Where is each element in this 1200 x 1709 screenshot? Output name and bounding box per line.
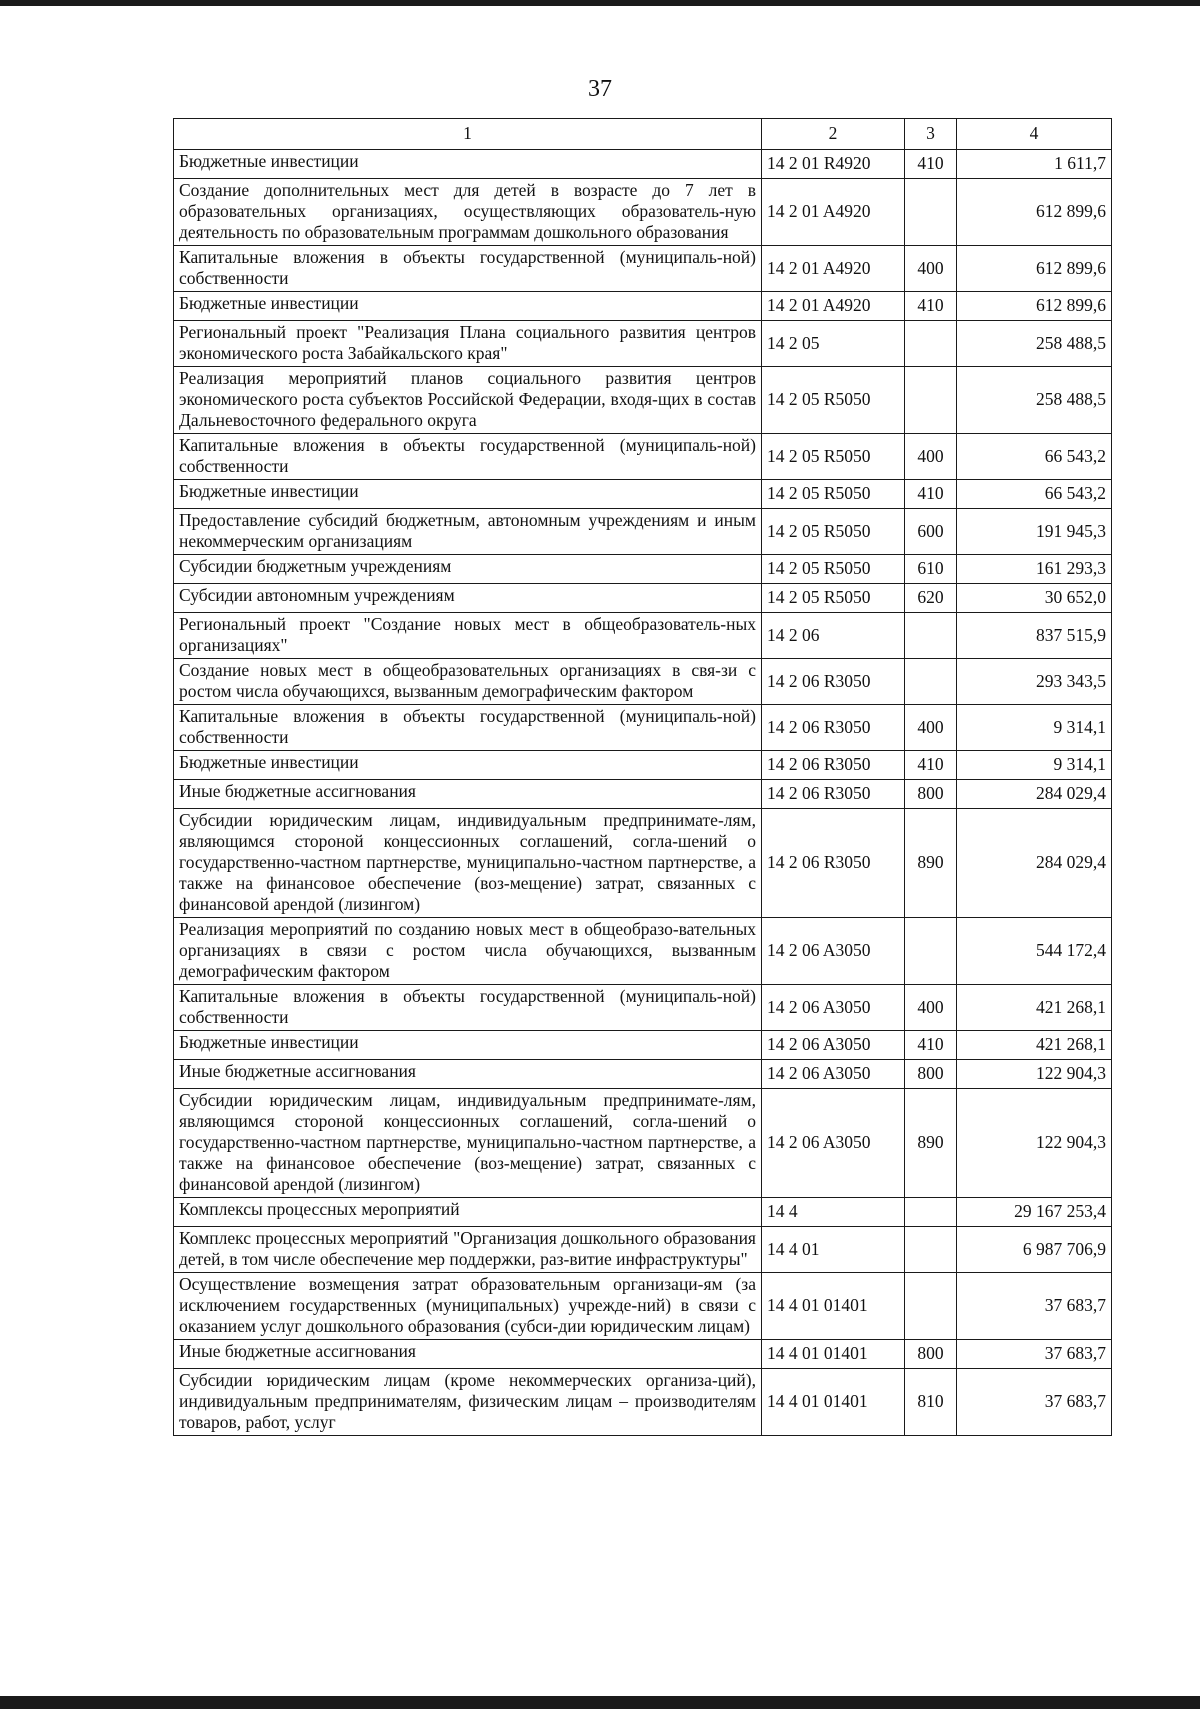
row-type: 400 (905, 246, 957, 292)
table-row (174, 434, 1112, 480)
table-row (174, 613, 1112, 659)
row-name: Реализация мероприятий по созданию новых мест в общеобразо-вательных организациях в связи с ростом числа обучающихся, вызванным демографическим фактором (174, 918, 762, 985)
page-number: 37 (588, 76, 612, 102)
header-col-1: 1 (174, 119, 762, 150)
row-code: 14 4 01 01401 (762, 1340, 905, 1369)
row-code: 14 2 06 R3050 (762, 809, 905, 918)
row-amount: 30 652,0 (957, 584, 1112, 613)
row-name: Иные бюджетные ассигнования (174, 1060, 762, 1089)
row-type: 410 (905, 292, 957, 321)
row-name: Бюджетные инвестиции (174, 751, 762, 780)
header-col-2: 2 (762, 119, 905, 150)
table-row (174, 179, 1112, 246)
table-row (174, 321, 1112, 367)
row-name: Субсидии бюджетным учреждениям (174, 555, 762, 584)
row-code: 14 4 (762, 1198, 905, 1227)
row-code: 14 2 05 R5050 (762, 434, 905, 480)
table-row (174, 1089, 1112, 1198)
row-amount: 9 314,1 (957, 751, 1112, 780)
row-name: Региональный проект "Реализация Плана социального развития центров экономического роста Забайкальского края" (174, 321, 762, 367)
table-row (174, 1369, 1112, 1436)
row-code: 14 2 06 A3050 (762, 918, 905, 985)
row-amount: 9 314,1 (957, 705, 1112, 751)
row-code: 14 2 01 A4920 (762, 246, 905, 292)
row-amount: 544 172,4 (957, 918, 1112, 985)
row-code: 14 2 01 R4920 (762, 150, 905, 179)
row-name: Создание новых мест в общеобразовательных организациях в свя-зи с ростом числа обучающихся, вызванным демографическим фактором (174, 659, 762, 705)
table-row (174, 509, 1112, 555)
row-type: 610 (905, 555, 957, 584)
row-amount: 37 683,7 (957, 1273, 1112, 1340)
row-type: 810 (905, 1369, 957, 1436)
row-type: 410 (905, 1031, 957, 1060)
row-name: Реализация мероприятий планов социального развития центров экономического роста субъектов Российской Федерации, входя-щих в состав Дальневосточного федерального округа (174, 367, 762, 434)
row-amount: 284 029,4 (957, 809, 1112, 918)
row-amount: 293 343,5 (957, 659, 1112, 705)
row-type: 890 (905, 809, 957, 918)
row-amount: 421 268,1 (957, 985, 1112, 1031)
row-type (905, 321, 957, 367)
table-row (174, 246, 1112, 292)
row-code: 14 2 06 R3050 (762, 780, 905, 809)
row-name: Осуществление возмещения затрат образовательным организаци-ям (за исключением государственных (муниципальных) учрежде-ний) в связи с оказанием услуг дошкольного образования (субси-дии юридическим лицам) (174, 1273, 762, 1340)
row-type: 400 (905, 434, 957, 480)
row-code: 14 2 05 R5050 (762, 584, 905, 613)
row-type (905, 918, 957, 985)
row-amount: 284 029,4 (957, 780, 1112, 809)
table-row (174, 367, 1112, 434)
header-col-4: 4 (957, 119, 1112, 150)
row-name: Региональный проект "Создание новых мест в общеобразователь-ных организациях" (174, 613, 762, 659)
table-row (174, 780, 1112, 809)
header-row (174, 119, 1112, 150)
row-name: Бюджетные инвестиции (174, 1031, 762, 1060)
table-row (174, 1273, 1112, 1340)
row-type: 620 (905, 584, 957, 613)
row-type (905, 659, 957, 705)
table-row (174, 1198, 1112, 1227)
row-type: 800 (905, 780, 957, 809)
table-row (174, 480, 1112, 509)
row-amount: 29 167 253,4 (957, 1198, 1112, 1227)
row-code: 14 2 06 R3050 (762, 705, 905, 751)
row-amount: 37 683,7 (957, 1340, 1112, 1369)
row-type (905, 1227, 957, 1273)
row-type: 410 (905, 480, 957, 509)
table-row (174, 555, 1112, 584)
row-type (905, 1198, 957, 1227)
row-code: 14 4 01 01401 (762, 1369, 905, 1436)
row-code: 14 2 06 A3050 (762, 1089, 905, 1198)
row-amount: 66 543,2 (957, 434, 1112, 480)
row-amount: 612 899,6 (957, 246, 1112, 292)
row-type: 400 (905, 985, 957, 1031)
row-type (905, 1273, 957, 1340)
row-amount: 191 945,3 (957, 509, 1112, 555)
row-code: 14 4 01 01401 (762, 1273, 905, 1340)
row-type: 800 (905, 1060, 957, 1089)
table-row (174, 1031, 1112, 1060)
row-name: Бюджетные инвестиции (174, 292, 762, 321)
row-name: Бюджетные инвестиции (174, 150, 762, 179)
row-amount: 612 899,6 (957, 179, 1112, 246)
table-row (174, 1340, 1112, 1369)
row-name: Создание дополнительных мест для детей в возрасте до 7 лет в образовательных организациях, осуществляющих образователь-ную деятельность по образовательным программам дошкольного образования (174, 179, 762, 246)
row-name: Капитальные вложения в объекты государственной (муниципаль-ной) собственности (174, 246, 762, 292)
row-code: 14 2 05 R5050 (762, 555, 905, 584)
row-code: 14 2 06 A3050 (762, 1031, 905, 1060)
row-amount: 37 683,7 (957, 1369, 1112, 1436)
top-scan-border (0, 0, 1200, 6)
row-code: 14 2 05 (762, 321, 905, 367)
row-amount: 421 268,1 (957, 1031, 1112, 1060)
table-row (174, 292, 1112, 321)
table-row (174, 1227, 1112, 1273)
row-code: 14 2 05 R5050 (762, 367, 905, 434)
row-amount: 161 293,3 (957, 555, 1112, 584)
row-amount: 258 488,5 (957, 321, 1112, 367)
row-amount: 612 899,6 (957, 292, 1112, 321)
row-amount: 258 488,5 (957, 367, 1112, 434)
table-body (174, 150, 1112, 1436)
row-code: 14 2 01 A4920 (762, 292, 905, 321)
row-amount: 837 515,9 (957, 613, 1112, 659)
row-code: 14 4 01 (762, 1227, 905, 1273)
row-name: Субсидии юридическим лицам (кроме некоммерческих организа-ций), индивидуальным предпринимателям, физическим лицам – производителям товаров, работ, услуг (174, 1369, 762, 1436)
row-amount: 6 987 706,9 (957, 1227, 1112, 1273)
row-amount: 122 904,3 (957, 1060, 1112, 1089)
row-amount: 1 611,7 (957, 150, 1112, 179)
row-code: 14 2 06 A3050 (762, 985, 905, 1031)
table-row (174, 150, 1112, 179)
budget-table (173, 118, 1112, 1436)
table-row (174, 659, 1112, 705)
row-amount: 66 543,2 (957, 480, 1112, 509)
table-row (174, 584, 1112, 613)
row-name: Субсидии юридическим лицам, индивидуальным предпринимате-лям, являющимся стороной концессионных соглашений, согла-шений о государственно-частном партнерстве, муниципально-частном партнерстве, а также на финансовое обеспечение (воз-мещение) затрат, связанных с финансовой арендой (лизингом) (174, 1089, 762, 1198)
header-col-3: 3 (905, 119, 957, 150)
row-amount: 122 904,3 (957, 1089, 1112, 1198)
row-type: 890 (905, 1089, 957, 1198)
row-code: 14 2 01 A4920 (762, 179, 905, 246)
row-code: 14 2 06 R3050 (762, 751, 905, 780)
row-code: 14 2 06 (762, 613, 905, 659)
row-name: Комплексы процессных мероприятий (174, 1198, 762, 1227)
table-row (174, 705, 1112, 751)
row-code: 14 2 05 R5050 (762, 480, 905, 509)
row-name: Иные бюджетные ассигнования (174, 780, 762, 809)
table-row (174, 751, 1112, 780)
row-name: Капитальные вложения в объекты государственной (муниципаль-ной) собственности (174, 985, 762, 1031)
row-name: Субсидии юридическим лицам, индивидуальным предпринимате-лям, являющимся стороной концессионных соглашений, согла-шений о государственно-частном партнерстве, муниципально-частном партнерстве, а также на финансовое обеспечение (воз-мещение) затрат, связанных с финансовой арендой (лизингом) (174, 809, 762, 918)
table-row (174, 809, 1112, 918)
row-code: 14 2 06 R3050 (762, 659, 905, 705)
row-code: 14 2 06 A3050 (762, 1060, 905, 1089)
row-name: Капитальные вложения в объекты государственной (муниципаль-ной) собственности (174, 705, 762, 751)
row-name: Комплекс процессных мероприятий "Организация дошкольного образования детей, в том числе обеспечение мер поддержки, раз-витие инфраструктуры" (174, 1227, 762, 1273)
row-type: 410 (905, 751, 957, 780)
row-type (905, 367, 957, 434)
row-name: Предоставление субсидий бюджетным, автономным учреждениям и иным некоммерческим организациям (174, 509, 762, 555)
row-type: 600 (905, 509, 957, 555)
row-code: 14 2 05 R5050 (762, 509, 905, 555)
row-type: 410 (905, 150, 957, 179)
bottom-scan-border (0, 1696, 1200, 1709)
table-row (174, 1060, 1112, 1089)
row-type (905, 613, 957, 659)
row-name: Субсидии автономным учреждениям (174, 584, 762, 613)
row-name: Иные бюджетные ассигнования (174, 1340, 762, 1369)
table-row (174, 985, 1112, 1031)
row-type: 400 (905, 705, 957, 751)
row-name: Капитальные вложения в объекты государственной (муниципаль-ной) собственности (174, 434, 762, 480)
table-row (174, 918, 1112, 985)
row-type: 800 (905, 1340, 957, 1369)
row-type (905, 179, 957, 246)
row-name: Бюджетные инвестиции (174, 480, 762, 509)
